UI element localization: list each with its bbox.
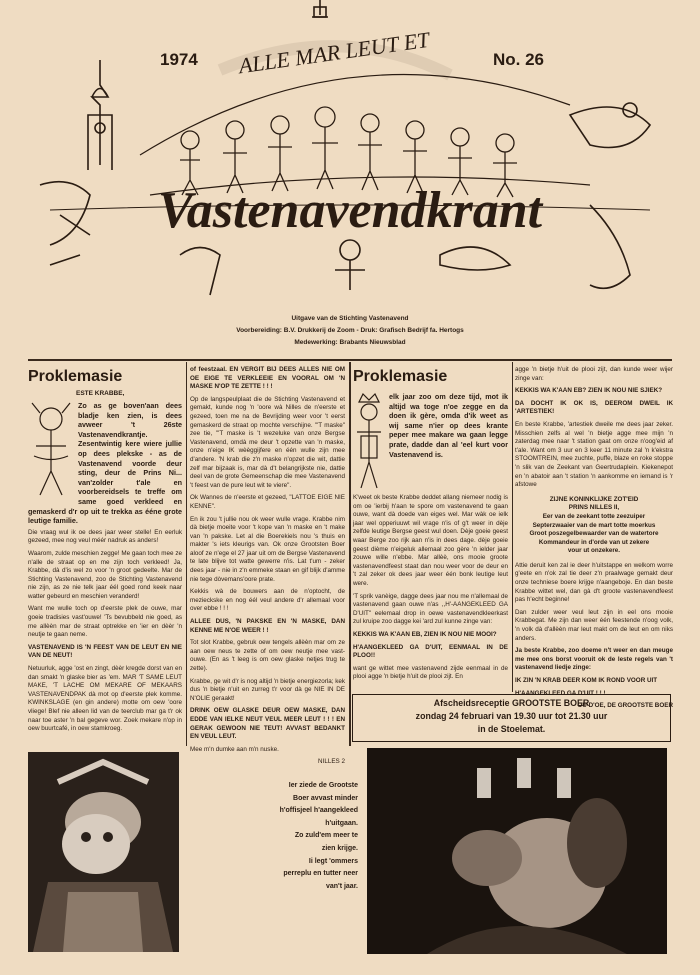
divider (349, 362, 351, 746)
credit-line: Medewerking: Brabants Nieuwsblad (294, 339, 406, 346)
crown-figure-illustration-icon (353, 392, 385, 492)
paragraph: Krabbe, ge wit d'r is nog altijd 'n bietje energiezorla; kek dus 'n bietje n'uit en zurreg t'r voor dà ge NIE IN DE N'OLIE geraakt! (190, 677, 346, 702)
caption-line: h'offisjeel h'aangekleed (279, 807, 358, 815)
paragraph: agge 'n bietje h'uit de plooi zijt, dan kunde weer wijer zinge van: (515, 366, 673, 382)
paragraph: want ge wittet mee vastenavend zijde eenmaal in de plooi agge 'n bietje h'uit de plooi zijt. En (353, 664, 508, 681)
photo-grootste-boer (367, 748, 667, 954)
divider (28, 359, 672, 361)
paragraph: Attie deruit ken zal ie deer h'uitstappe en welkom worre g'eete en n'ok zal tie deer z'n praalwage gemakt deur onze techniese boere krijge n'aangeboje. En dan beste Krabbe wittet wel, dan gà d't groote vastenavendfeest pas h'echt beginne! (515, 561, 673, 604)
paragraph: 'T sprik vanèige, dagge dees jaar nou me n'allemaal de vastenavend gaan ouwe n'as ,,H'-AANGEKLEED GA D'UIT" eelemaal drop in oewe vastenavendkleerkast zul kruipe zoo dagge kei 'ard zul kunne zinge van: (353, 592, 508, 626)
paragraph: Ja beste Krabbe, zoo doeme n't weer en dan meuge me mee ons borst vooruit ok de leste regels van 't vastenavend liedje zinge: (515, 647, 673, 672)
royal-line: vour ut onzekere. (567, 547, 621, 555)
paragraph: En ik zou 't jullie nou ok weer wulle vrage. Krabbe nim dà bietje moeite voor 't kope van 'n maske en 't make van 'n pakske. Let al die Boerekiels nou 's thuis en makter 's iets kleurigs van. Ok onze Grootsten Boer aloof ze n'ege el 27 jaar uit om de Bergse Vastenavend te late blijve tot watte gewerre n'is. Lat t'um - zeker dees jaar - nie in z'n emmeke staan en gif blijk d'amme nie tege dòvemans'oore prate. (190, 515, 345, 583)
article-byline: ESTE KRABBE, (76, 390, 125, 397)
paragraph: Tot slot Krabbe, gebruk oew tengels allèèn mar om ze aan oew neus te zette of om oew neutje mee vast-ouwe. (En as 't leeg is om oew glaske netjes trug te zette). (190, 639, 345, 672)
royal-line: Groot poszegelbewaarder van de watertore (529, 530, 659, 538)
paragraph: H'AANGEKLEED GA D'UIT, EENMAAL IN DE PLOO!! (353, 643, 508, 660)
paragraph: DRINK OEW GLASKE DEUR OEW MASKE, DAN EDDE VAN IELKE NEUT VEUL MEER LEUT ! ! ! EN GERAK GEWOON NIE TEUT! AVVAST BEDANKT EN VEUL LEUT. (190, 707, 345, 741)
paragraph: Mee m'n dumke aan m'n nuske. (190, 745, 279, 753)
article-right (353, 368, 508, 686)
royal-line: Septerzwaaier van de mart totte moerkus (532, 521, 656, 529)
divider (186, 362, 187, 746)
paragraph: KEKKIS WA K'AAN EB, ZIEN IK NOU NIE MOOI? (353, 630, 497, 638)
article-intro: Zo as ge boven'aan dees bladje ken zien, is dees avweer 't 26ste Vastenavendkrantje. Zesentwintig kere wiere jullie op dees plekske - as de Vastenavend voorde deur sting, deur de Prins Ni... van'zolder t'ale en voorbereidsels te treffe om same goed verkleed en gemaskerd d'r op uit te trekka as ééne grote leutige familie. (28, 401, 182, 526)
paragraph: Waarom, zulde meschien zegge! Me gaan toch mee ze n'alle de straat op en me zijn toch verkleed! Ja, Krabbe, dà d'is wel zo voor 'n groot gedeelte. Mar de Stichting Vastenavend, zoo de Stichting Vastenavend nie zijn, as ze nie telk jaar éél goed rond keek naar watter gebeurd en meschien veranderd! (28, 549, 182, 600)
royal-line: ZIJNE KONINKLIJKE ZOT'EID (549, 495, 639, 503)
royal-line: PRINS NILLES II, (568, 504, 620, 512)
paragraph: K'weet ok beste Krabbe deddet allang niemeer nodig is om oe 'ierbij h'aan te spore om vastenavend te gaan ouwe, want dà doede van eiges wel. Mar wàk oe ielk jaar wel opperiuuwt wil vrage n'is of g't weer in dèje zelfde leutige Bergse geest wul doen. Dèje goeie geest waar Berge zoo rijk aan n'is in dees dage. dèje goeie geest dième n'eigeluk allemaal zoo gère 'n ielder jaar zouwe wille n'ebbe. Mar allèè, ons mooie groote vastenavendfeest staat dan nou weer voor de deur en 't zal zeker ok dees jaar weer één bonk leutige leut were. (353, 494, 508, 587)
paragraph: Die vraag wul ik oe dees jaar weer stelle! En eerluk gezeed, mee nog veul méér nadruk as anders! (28, 528, 182, 545)
article-signature: NILLES 2 (318, 758, 345, 766)
caption-line: Zo zuld'em meer te (294, 832, 358, 840)
photo-caption (248, 780, 358, 893)
royal-title-block (515, 496, 673, 556)
article-body (353, 494, 508, 682)
credit-line: Uitgave van de Stichting Vastenavend (291, 315, 409, 322)
paragraph: IK ZIN 'N KRAB DEER KOM IK ROND VOOR UIT (515, 677, 658, 684)
article-left-continued (190, 366, 346, 766)
paragraph: of feestzaal. EN VERGIT BIJ DEES ALLES NIE OM OE EIGE TE VERKLEEIE EN VOORAL OM 'N MASKE N'OP TE ZETTE ! ! ! (190, 366, 345, 391)
caption-line: Ier ziede de Grootste (288, 782, 358, 789)
article-title: Proklemasie (28, 368, 123, 385)
royal-line: Eer van de zeekant totte zeezuiper (542, 512, 646, 520)
paragraph: Kekkis wà de bouwers aan de n'optocht, de mezieckske en nog éél veul andere d'r allemaal voor over ebbe ! ! ! (190, 588, 345, 613)
article-signature: OU D'OE, DE GROOTSTE BOER (577, 702, 673, 710)
paragraph: Netuurluk, agge 'ost en zingt, dèèr kregde dorst van en dan smakt 'n glaske bier as 'em. MAR 'T SAME LEUT MAKE, 'T LACHE OM MEKARE OF MEKAARS VASTENAVENDPAK dà mot op d'eerste plek komme. KWINKSLAGE (en gin andere) motte om oew 'oore vliege! Blef nie alleen lid van de teerclub mar ga t'r ok naar toe aster 'n bal gegeve wor. Zoek mekare n'op in oew buurtcafé, in oew stamkroeg. (28, 665, 182, 733)
paragraph: KEKKIS WA K'AAN EB? ZIEN IK NOU NIE SJIEK? (515, 387, 663, 395)
title-graphic: Vastenavendkrant (157, 182, 543, 239)
paragraph: DA DOCHT IK OK IS, DEEROM DWEIL IK 'ARTESTIEK! (515, 399, 673, 416)
paragraph: Op de langspeulplaat die de Stichting Vastenavend et gemakt, kunde nog 'n 'oore wà Nilles de n'eerste et gezeed, toen me na de Bevrijding weer voor 't eerst gemaskerd de straat op mochte verschijne. "'T maske" zee tie, "'T maske is 't wezeluke van onze Bergse Vastenavend, omdà me deur 't opzette van 'n maske, onze n'eige IK wèèggijfere en één wulle zijn mee d'andere. 'N krab die z'n maske n'opzet die wit, dattie zelf mar bijzaak is, mar dà d't belangrijkste nie, dattie deel van de grote Gemeenschap die mee Vastenavend 't feest van de pure leut wit te viere". (190, 395, 345, 489)
notice-line: Afscheidsreceptie GROOTSTE BOER (433, 698, 590, 708)
paragraph: En beste Krabbe, 'artestiek dweile me dees jaar zeker. Misschien zelfs al wel 'n bietje agge mee mijn 'n zaterdag mee naar 't station gaat om onze n'oog'eid af t'ale. Want om 3 uur en 3 keer 11 minute zal 'n k'ekstra STOOMTREIN, mee zuchte, puffe, blaze en roke stoppe 'n slik van de Zeekant van Geertrudaplein. Kiekenepot en 'n abatoir aan 't station 'n aankomme en iemand is 'r afstowe (515, 420, 673, 489)
paragraph: Ok Wannes de n'eerste et gezeed, "LATTOE EIGE NIE KENNE". (190, 494, 345, 510)
article-left (28, 368, 182, 746)
article-right-continued (515, 366, 673, 710)
paragraph: ALLEE DUS, 'N PAKSKE EN 'N MASKE, DAN KENNE ME N'OE WEER ! ! (190, 618, 345, 634)
royal-line: Kommandeur in d'orde van ut zekere (538, 538, 650, 546)
issue-number: No. 26 (493, 50, 545, 69)
paragraph: Dan zulder weer veul leut zijn in eel ons mooie Krabbegat. Me zijn dan weer één feestende n'oog volk, 'n volk dà d'allèèn mar leut makt om de leut en om niks anders. (515, 608, 673, 642)
jester-illustration-icon (28, 401, 74, 499)
caption-line: h'uitgaan. (325, 819, 358, 827)
caption-line: van't jaar. (325, 882, 358, 890)
issue-year: 1974 (160, 50, 198, 69)
paragraph: VASTENAVEND IS 'N FEEST VAN DE LEUT EN NIE VAN DE NEUT! (28, 643, 182, 660)
masthead-illustration (30, 5, 670, 305)
paragraph: Want me wulle toch op d'eerste plek de ouwe, mar goeie tradisies vast'ouwe! 'Ts bevubbeld nie goed, as me allèèn mar de straat optrekke en 'ier en dèèr 'n neutje te gaan neme. (28, 605, 182, 639)
article-title: Proklemasie (353, 368, 448, 385)
paragraph: H'AANGEKLEED GA D'UIT ! ! ! (515, 689, 606, 697)
notice-line: zondag 24 februari van 19.30 uur tot 21.30 uur (415, 711, 608, 721)
article-intro: elk jaar zoo om deze tijd, mot ik altijd wa toge n'oe zegge en da doen ik gère, omda d'ik weet as wij same n'ier op dees krante peper mee makare wa gaan legge prate, dadde dan al 'eel kurt voor Vastenavend is. (389, 392, 508, 459)
caption-line: zien krijge. (321, 844, 358, 852)
caption-line: Boer avvast minder (293, 794, 358, 802)
credits (0, 313, 700, 349)
divider (512, 362, 513, 692)
banner-motto: ALLE MAR LEUT ET (237, 26, 431, 79)
article-body (28, 529, 182, 734)
photo-masked-figure (28, 752, 179, 952)
credit-line: Voorbereiding: B.V. Drukkerij de Zoom - Druk: Grafisch Bedrijf fa. Hertogs (236, 327, 464, 334)
notice-line: in de Stoelemat. (477, 724, 546, 734)
caption-line: Ii legt 'ommers (308, 857, 358, 865)
reception-notice (352, 694, 671, 742)
caption-line: perreplu en tutter neer (283, 870, 358, 878)
